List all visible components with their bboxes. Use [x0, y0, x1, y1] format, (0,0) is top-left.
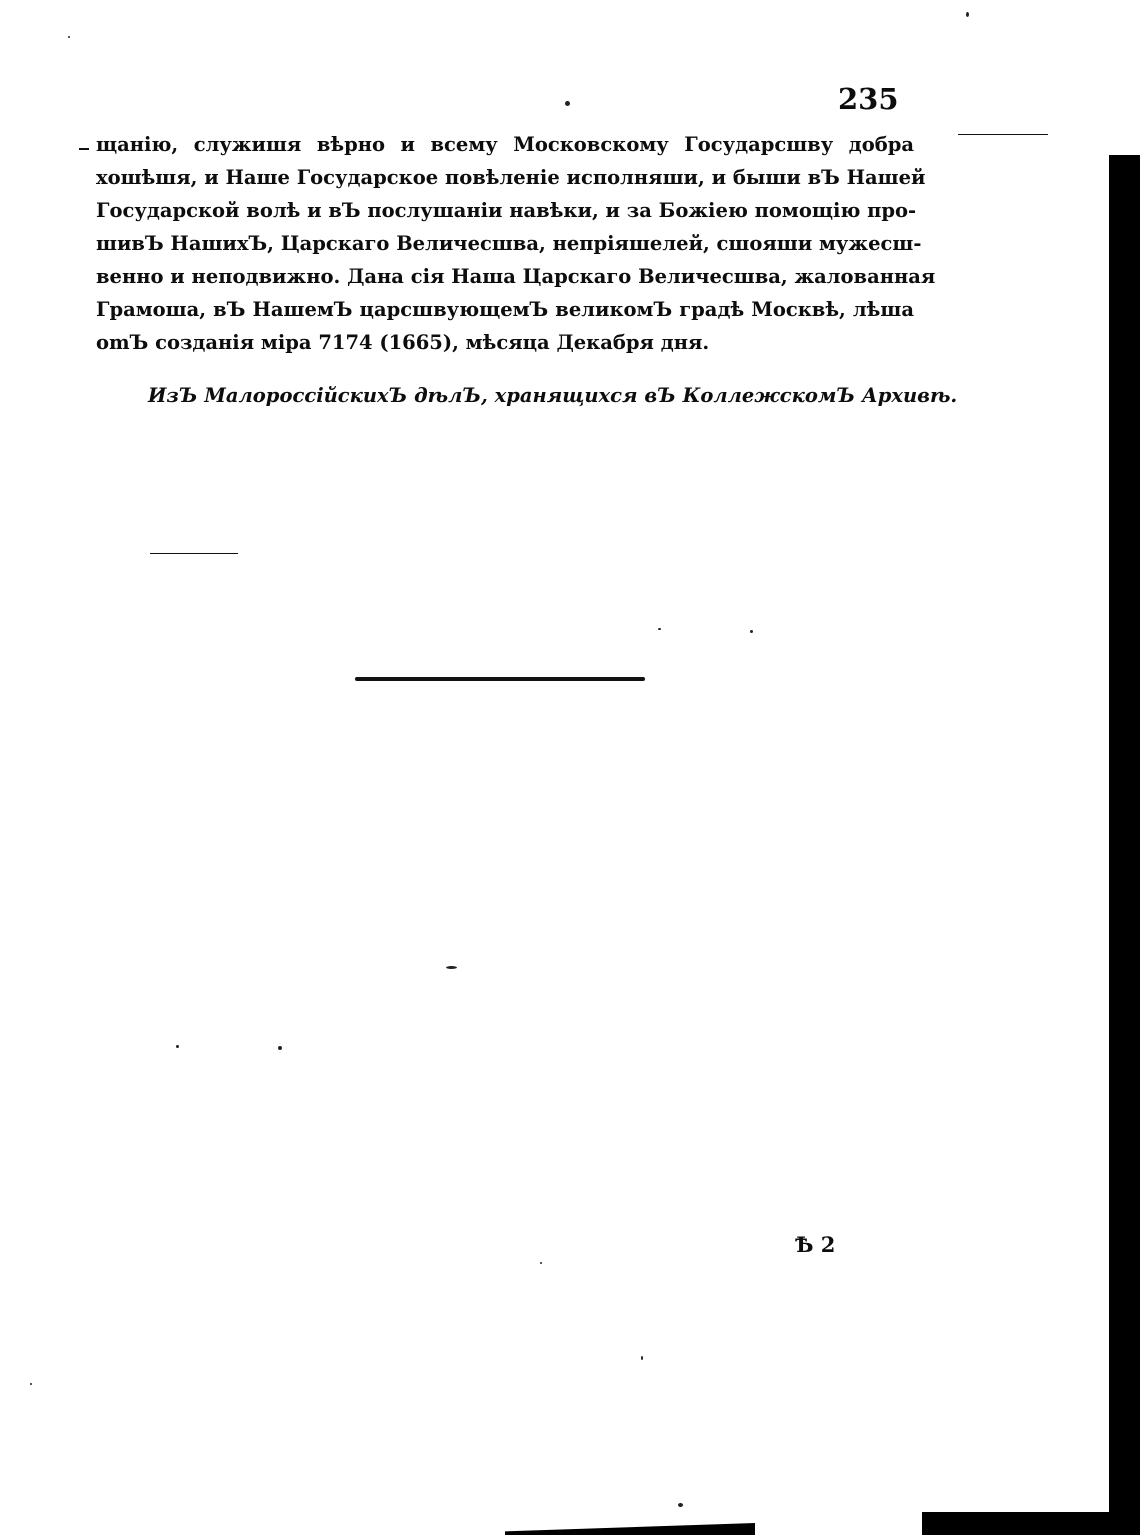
text-line: Грамоша, вЪ НашемЪ царсшвующемЪ великомЪ градѣ Москвѣ, лѣша	[96, 298, 914, 321]
speck	[641, 1356, 643, 1360]
speck	[565, 101, 570, 106]
speck	[750, 630, 753, 633]
speck	[540, 1262, 542, 1264]
speck	[30, 1383, 32, 1385]
speck	[658, 628, 661, 630]
end-rule	[355, 677, 645, 681]
speck	[446, 966, 457, 969]
page-number: 235	[838, 82, 899, 116]
text-line: щанію, служишя вѣрно и всему Московскому Государсшву добра	[96, 133, 914, 156]
scan-edge-right	[1109, 155, 1140, 1535]
speck	[966, 12, 969, 17]
short-rule	[150, 553, 238, 554]
margin-rule	[958, 134, 1048, 135]
hyphen-mark	[79, 148, 89, 150]
speck	[176, 1045, 179, 1048]
body-text	[96, 128, 936, 359]
text-line: венно и неподвижно. Дана сія Наша Царскаго Величесшва, жалованная	[96, 265, 936, 288]
signature-mark: Ѣ 2	[795, 1232, 836, 1257]
text-line: шивЪ НашихЪ, Царскаго Величесшва, непріяшелей, сшояши мужесш-	[96, 232, 922, 255]
text-line: Государской волѣ и вЪ послушаніи навѣки, и за Божіею помощію про-	[96, 199, 917, 222]
speck	[278, 1046, 282, 1050]
scan-edge-bottom-right	[922, 1512, 1140, 1535]
speck	[68, 36, 70, 38]
source-note: ИзЪ МалороссійскихЪ дѣлЪ, хранящихся вЪ КоллежскомЪ Архивѣ.	[148, 384, 958, 407]
text-line: omЪ созданія міра 7174 (1665), мѣсяца Декабря дня.	[96, 331, 710, 354]
text-line: хошѣшя, и Наше Государское повѣленіе исполняши, и быши вЪ Нашей	[96, 166, 926, 189]
speck	[678, 1503, 683, 1507]
scan-edge-bottom	[505, 1523, 755, 1535]
